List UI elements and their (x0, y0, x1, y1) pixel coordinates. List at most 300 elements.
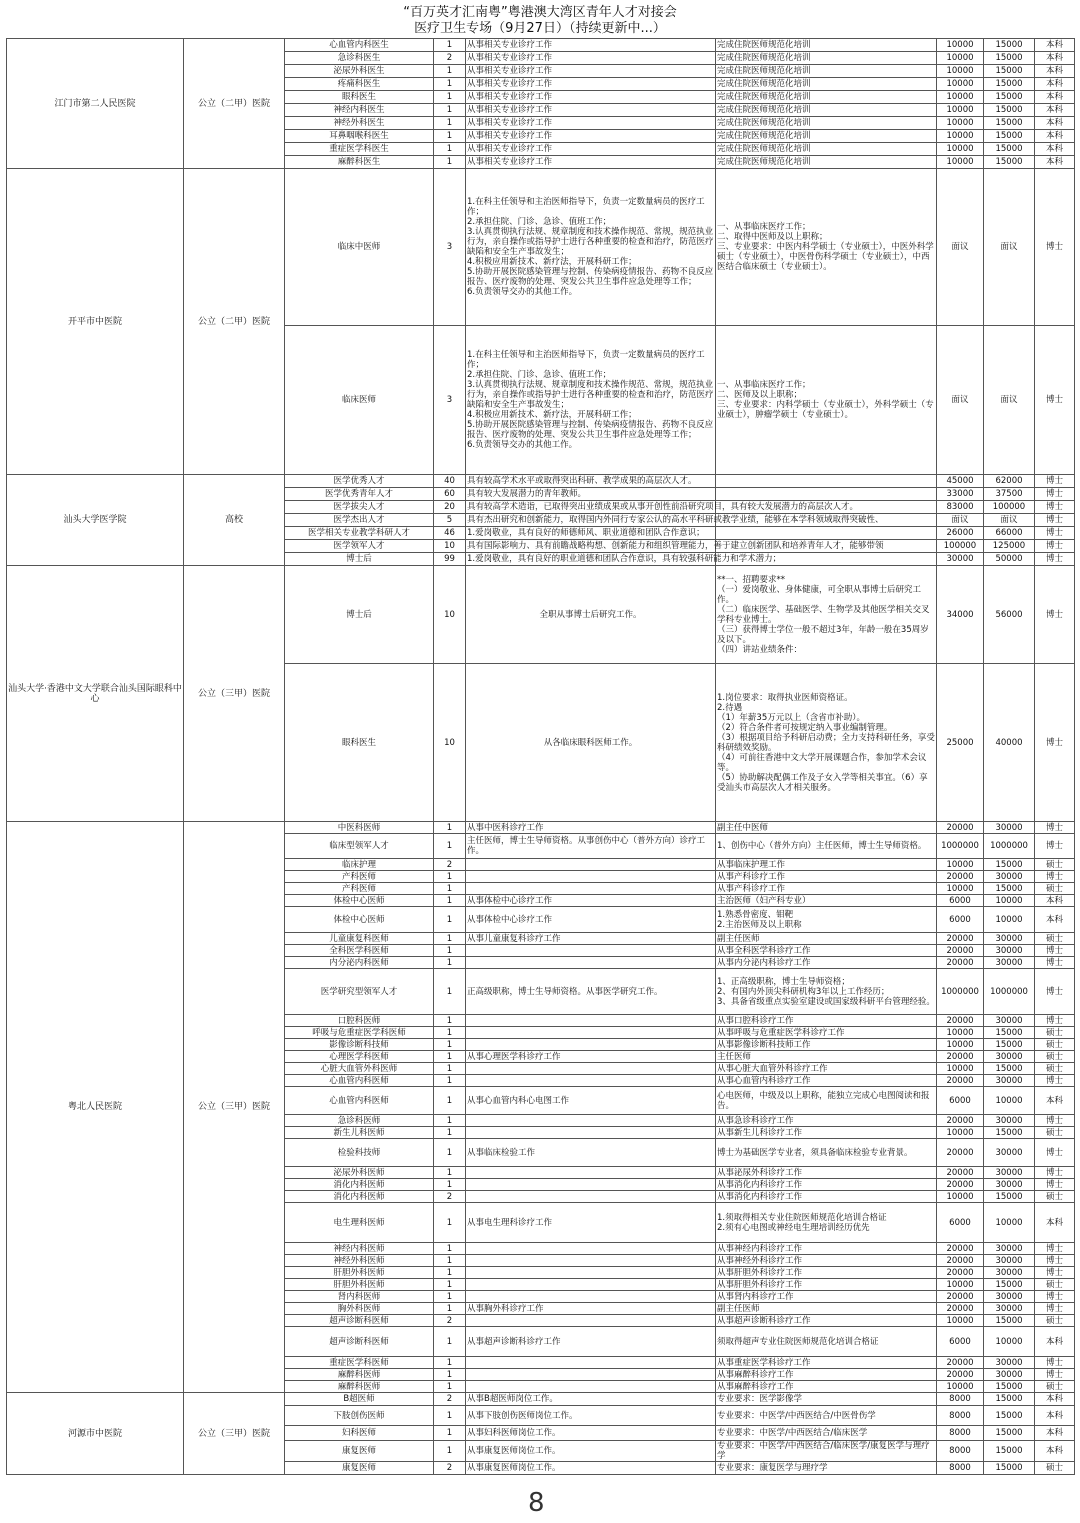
cell-edu: 博士 (1035, 1255, 1075, 1267)
cell-edu: 本科 (1035, 1203, 1075, 1243)
cell-salary-min: 20000 (937, 1075, 984, 1087)
cell-salary-max: 15000 (984, 1393, 1035, 1406)
cell-edu: 本科 (1035, 1087, 1075, 1115)
cell-salary-min: 10000 (937, 143, 984, 156)
cell-req: 从事口腔科诊疗工作 (716, 1015, 937, 1027)
cell-req: 完成住院医师规范化培训 (716, 143, 937, 156)
cell-req: 完成住院医师规范化培训 (716, 78, 937, 91)
cell-req: 从事心血管内科诊疗工作 (716, 1075, 937, 1087)
cell-salary-max: 15000 (984, 143, 1035, 156)
cell-salary-max: 10000 (984, 1203, 1035, 1243)
cell-duty (466, 1191, 716, 1203)
unit-type: 公立（二甲）医院 (184, 169, 285, 475)
cell-req: 从事急诊科诊疗工作 (716, 1115, 937, 1127)
cell-post: 检验科技师 (285, 1139, 434, 1167)
unit-type: 公立（三甲）医院 (184, 566, 285, 822)
cell-post: 体检中心医师 (285, 895, 434, 907)
cell-post: 麻醉科医师 (285, 1381, 434, 1393)
cell-salary-min: 6000 (937, 1327, 984, 1357)
cell-req: 1.熟悉骨密度、钼靶 2.主治医师及以上职称 (716, 907, 937, 933)
cell-req: 一、从事临床医疗工作； 二、取得中医师及以上职称； 三、专业要求：中医内科学硕士（专业硕士），中医外科学硕士（专业硕士），中医骨伤科学硕士（专业硕士），中西医结合临床硕士（专业硕士）。 (716, 169, 937, 326)
cell-salary-min: 1000000 (937, 969, 984, 1015)
cell-salary-max: 30000 (984, 945, 1035, 957)
cell-edu: 博士 (1035, 1243, 1075, 1255)
cell-salary-min: 10000 (937, 1315, 984, 1327)
cell-req: 1、创伤中心（普外方向）主任医师，博士生导师资格。 (716, 834, 937, 859)
cell-post: 肾内科医师 (285, 1291, 434, 1303)
cell-duty: 从事心理医学科诊疗工作 (466, 1051, 716, 1063)
cell-salary-min: 20000 (937, 957, 984, 969)
cell-salary-max: 30000 (984, 1303, 1035, 1315)
cell-edu: 博士 (1035, 169, 1075, 326)
cell-req: 主任医师 (716, 1051, 937, 1063)
cell-salary-max: 40000 (984, 664, 1035, 822)
cell-duty: 从事超声诊断科诊疗工作 (466, 1327, 716, 1357)
cell-num: 1 (434, 1441, 466, 1462)
cell-duty (466, 1279, 716, 1291)
cell-edu: 本科 (1035, 1327, 1075, 1357)
cell-salary-max: 30000 (984, 871, 1035, 883)
cell-num: 60 (434, 488, 466, 501)
cell-num: 1 (434, 1291, 466, 1303)
cell-num: 46 (434, 527, 466, 540)
cell-edu: 博士 (1035, 871, 1075, 883)
cell-num: 1 (434, 1063, 466, 1075)
cell-salary-min: 20000 (937, 822, 984, 834)
cell-req: 从事临床护理工作 (716, 859, 937, 871)
cell-num: 1 (434, 156, 466, 169)
cell-duty (466, 1063, 716, 1075)
cell-salary-max: 15000 (984, 65, 1035, 78)
cell-duty: 1.在科主任领导和主治医师指导下，负责一定数量病员的医疗工作； 2.承担住院、门诊、急诊、值班工作； 3.认真贯彻执行法规、规章制度和技术操作规范、常规，规范执业行为，亲自操作或指导护士进行各种重要的检查和治疗，防范医疗缺陷和安全生产事故发生； 4.积极应用新技术、新疗法，开展科研工作； 5.协助开展医院感染管理与控制、传染病疫情报告、药物不良反应报告、医疗废物的处理、突发公共卫生事件应急处理等工作； 6.负责领导交办的其他工作。 (466, 326, 716, 475)
cell-edu: 硕士 (1035, 1051, 1075, 1063)
cell-post: 泌尿外科医师 (285, 1167, 434, 1179)
cell-salary-min: 10000 (937, 78, 984, 91)
cell-salary-min: 20000 (937, 1179, 984, 1191)
cell-duty: 全职从事博士后研究工作。 (466, 566, 716, 664)
cell-salary-min: 10000 (937, 1027, 984, 1039)
cell-post: 医学研究型领军人才 (285, 969, 434, 1015)
cell-req: 从事全科医学科诊疗工作 (716, 945, 937, 957)
cell-duty (466, 1179, 716, 1191)
cell-salary-min: 10000 (937, 1191, 984, 1203)
cell-req: 心电医师，中级及以上职称，能独立完成心电图阅读和报告。 (716, 1087, 937, 1115)
cell-salary-max: 10000 (984, 907, 1035, 933)
doc-title: “百万英才汇南粤”粤港澳大湾区青年人才对接会 (403, 5, 677, 20)
cell-salary-min: 20000 (937, 1115, 984, 1127)
cell-salary-max: 面议 (984, 326, 1035, 475)
cell-salary-max: 30000 (984, 822, 1035, 834)
cell-edu: 博士 (1035, 514, 1075, 527)
cell-req: 完成住院医师规范化培训 (716, 156, 937, 169)
cell-duty (466, 1127, 716, 1139)
table-row (7, 566, 1075, 664)
cell-req: 副主任医师 (716, 1303, 937, 1315)
cell-edu: 博士 (1035, 488, 1075, 501)
cell-edu: 硕士 (1035, 1279, 1075, 1291)
cell-edu: 硕士 (1035, 859, 1075, 871)
page-number-mark: 8 (528, 1488, 545, 1518)
cell-salary-min: 10000 (937, 156, 984, 169)
cell-req: 从事心脏大血管外科诊疗工作 (716, 1063, 937, 1075)
cell-duty: 从事B超医师岗位工作。 (466, 1393, 716, 1406)
cell-edu: 博士 (1035, 1267, 1075, 1279)
cell-salary-max: 30000 (984, 1291, 1035, 1303)
cell-edu: 硕士 (1035, 1127, 1075, 1139)
cell-post: 内分泌内科医师 (285, 957, 434, 969)
cell-req: 专业要求：中医学/中西医结合/临床医学 (716, 1426, 937, 1441)
cell-edu: 硕士 (1035, 1063, 1075, 1075)
cell-salary-min: 30000 (937, 553, 984, 566)
cell-req: 完成住院医师规范化培训 (716, 104, 937, 117)
cell-duty: 从事相关专业诊疗工作 (466, 65, 716, 78)
cell-salary-max: 30000 (984, 1115, 1035, 1127)
cell-duty (466, 1015, 716, 1027)
cell-num: 1 (434, 1203, 466, 1243)
cell-salary-min: 8000 (937, 1406, 984, 1426)
cell-req: 1.须取得相关专业住院医师规范化培训合格证 2.须有心电图或神经电生理培训经历优先 (716, 1203, 937, 1243)
cell-num: 1 (434, 65, 466, 78)
cell-req: 专业要求：中医学/中西医结合/中医骨伤学 (716, 1406, 937, 1426)
cell-edu: 博士 (1035, 1167, 1075, 1179)
doc-subtitle: 医疗卫生专场（9月27日）（持续更新中...） (414, 21, 666, 36)
cell-post: 全科医学科医师 (285, 945, 434, 957)
cell-num: 10 (434, 664, 466, 822)
cell-edu: 本科 (1035, 130, 1075, 143)
cell-duty: 从事中医科诊疗工作 (466, 822, 716, 834)
cell-num: 1 (434, 1039, 466, 1051)
cell-salary-min: 100000 (937, 540, 984, 553)
cell-salary-max: 15000 (984, 1127, 1035, 1139)
cell-post: 眼科医生 (285, 664, 434, 822)
cell-salary-max: 15000 (984, 1462, 1035, 1475)
cell-num: 1 (434, 1167, 466, 1179)
cell-edu: 博士 (1035, 1015, 1075, 1027)
unit-name: 开平市中医院 (7, 169, 184, 475)
cell-duty: 正高级职称，博士生导师资格。从事医学研究工作。 (466, 969, 716, 1015)
cell-salary-min: 6000 (937, 907, 984, 933)
cell-salary-min: 45000 (937, 475, 984, 488)
cell-post: 医学拔尖人才 (285, 501, 434, 514)
cell-edu: 博士 (1035, 957, 1075, 969)
cell-req (716, 527, 937, 540)
cell-edu: 博士 (1035, 1369, 1075, 1381)
cell-post: 新生儿科医师 (285, 1127, 434, 1139)
cell-num: 1 (434, 1406, 466, 1426)
cell-salary-min: 面议 (937, 514, 984, 527)
cell-salary-min: 20000 (937, 1015, 984, 1027)
cell-post: 胸外科医师 (285, 1303, 434, 1315)
cell-salary-min: 10000 (937, 52, 984, 65)
cell-req: 专业要求：医学影像学 (716, 1393, 937, 1406)
cell-salary-min: 20000 (937, 1267, 984, 1279)
cell-salary-max: 15000 (984, 130, 1035, 143)
cell-req: 从事麻醉科诊疗工作 (716, 1369, 937, 1381)
cell-duty (466, 859, 716, 871)
cell-duty (466, 1357, 716, 1369)
table-row (7, 822, 1075, 834)
cell-edu: 本科 (1035, 895, 1075, 907)
cell-salary-max: 50000 (984, 553, 1035, 566)
unit-name: 汕头大学医学院 (7, 475, 184, 566)
cell-edu: 博士 (1035, 566, 1075, 664)
cell-post: 临床中医师 (285, 169, 434, 326)
cell-salary-max: 15000 (984, 1381, 1035, 1393)
cell-salary-min: 10000 (937, 104, 984, 117)
table-row (7, 1393, 1075, 1406)
unit-type: 公立（二甲）医院 (184, 39, 285, 169)
cell-duty: 从事康复医师岗位工作。 (466, 1441, 716, 1462)
cell-salary-max: 30000 (984, 1357, 1035, 1369)
cell-salary-min: 10000 (937, 1279, 984, 1291)
cell-edu: 博士 (1035, 822, 1075, 834)
cell-salary-max: 15000 (984, 91, 1035, 104)
cell-duty: 从事下肢创伤医师岗位工作。 (466, 1406, 716, 1426)
cell-duty: 从事康复医师岗位工作。 (466, 1462, 716, 1475)
cell-post: 心脏大血管外科医师 (285, 1063, 434, 1075)
cell-req: 从事消化内科诊疗工作 (716, 1179, 937, 1191)
cell-post: 肝胆外科医师 (285, 1279, 434, 1291)
cell-salary-max: 37500 (984, 488, 1035, 501)
cell-salary-min: 6000 (937, 1203, 984, 1243)
cell-salary-max: 1000000 (984, 969, 1035, 1015)
cell-salary-max: 30000 (984, 1051, 1035, 1063)
cell-edu: 博士 (1035, 1179, 1075, 1191)
cell-post: 呼吸与危重症医学科医师 (285, 1027, 434, 1039)
cell-num: 1 (434, 945, 466, 957)
cell-duty: 1.在科主任领导和主治医师指导下，负责一定数量病员的医疗工作； 2.承担住院、门诊、急诊、值班工作； 3.认真贯彻执行法规、规章制度和技术操作规范、常规，规范执业行为，亲自操作或指导护士进行各种重要的检查和治疗，防范医疗缺陷和安全生产事故发生； 4.积极应用新技术、新疗法，开展科研工作； 5.协助开展医院感染管理与控制、传染病疫情报告、药物不良反应报告、医疗废物的处理、突发公共卫生事件应急处理等工作； 6.负责领导交办的其他工作。 (466, 169, 716, 326)
cell-post: 口腔科医师 (285, 1015, 434, 1027)
cell-salary-min: 33000 (937, 488, 984, 501)
cell-salary-min: 1000000 (937, 834, 984, 859)
cell-post: 神经外科医生 (285, 117, 434, 130)
cell-num: 2 (434, 1393, 466, 1406)
cell-req (716, 475, 937, 488)
cell-post: 重症医学科医生 (285, 143, 434, 156)
cell-num: 1 (434, 1015, 466, 1027)
cell-post: 麻醉科医师 (285, 1369, 434, 1381)
cell-req: 博士为基础医学专业者，须具备临床检验专业背景。 (716, 1139, 937, 1167)
cell-salary-max: 30000 (984, 1167, 1035, 1179)
cell-num: 40 (434, 475, 466, 488)
cell-edu: 本科 (1035, 1441, 1075, 1462)
cell-salary-max: 30000 (984, 1179, 1035, 1191)
cell-req: 从事超声诊断科诊疗工作 (716, 1315, 937, 1327)
cell-req: 从事内分泌内科诊疗工作 (716, 957, 937, 969)
cell-edu: 博士 (1035, 664, 1075, 822)
cell-req: 从事神经内科诊疗工作 (716, 1243, 937, 1255)
cell-edu: 博士 (1035, 834, 1075, 859)
cell-salary-max: 15000 (984, 39, 1035, 52)
cell-edu: 博士 (1035, 945, 1075, 957)
cell-post: 医学领军人才 (285, 540, 434, 553)
cell-num: 1 (434, 822, 466, 834)
cell-num: 2 (434, 1315, 466, 1327)
cell-salary-max: 10000 (984, 1327, 1035, 1357)
cell-salary-max: 面议 (984, 514, 1035, 527)
cell-edu: 硕士 (1035, 1039, 1075, 1051)
cell-num: 20 (434, 501, 466, 514)
table-row (7, 39, 1075, 52)
cell-req: 从事肝胆外科诊疗工作 (716, 1279, 937, 1291)
cell-num: 1 (434, 907, 466, 933)
cell-salary-max: 30000 (984, 957, 1035, 969)
cell-salary-max: 15000 (984, 859, 1035, 871)
cell-duty (466, 1027, 716, 1039)
cell-duty: 具有杰出研究和创新能力，取得国内外同行专家公认的高水平科研或教学业绩，能够在本学科领域取得突破性、 (467, 515, 884, 525)
cell-num: 1 (434, 969, 466, 1015)
cell-req: 从事新生儿科诊疗工作 (716, 1127, 937, 1139)
cell-num: 1 (434, 117, 466, 130)
cell-duty: 具有较高学术水平或取得突出科研、教学成果的高层次人才。 (466, 475, 716, 488)
cell-duty (466, 871, 716, 883)
cell-post: 下肢创伤医师 (285, 1406, 434, 1426)
cell-salary-min: 20000 (937, 933, 984, 945)
cell-post: 康复医师 (285, 1462, 434, 1475)
cell-num: 2 (434, 1191, 466, 1203)
cell-edu: 博士 (1035, 1291, 1075, 1303)
cell-salary-max: 30000 (984, 1243, 1035, 1255)
cell-salary-max: 15000 (984, 117, 1035, 130)
cell-req: **一、招聘要求** （一）爱岗敬业、身体健康，可全职从事博士后研究工作。 （二）临床医学、基础医学、生物学及其他医学相关交叉学科专业博士。 （三）获得博士学位一般不超过3年，年龄一般在35周岁及以下。 （四）讲站业绩条件： (716, 566, 937, 664)
cell-edu: 本科 (1035, 78, 1075, 91)
cell-edu: 硕士 (1035, 1315, 1075, 1327)
cell-salary-max: 15000 (984, 1426, 1035, 1441)
cell-duty: 从事电生理科诊疗工作 (466, 1203, 716, 1243)
cell-num: 1 (434, 871, 466, 883)
cell-salary-min: 20000 (937, 1369, 984, 1381)
cell-edu: 博士 (1035, 969, 1075, 1015)
cell-duty: 从事儿童康复科诊疗工作 (466, 933, 716, 945)
cell-num: 1 (434, 1075, 466, 1087)
cell-salary-max: 10000 (984, 895, 1035, 907)
cell-num: 99 (434, 553, 466, 566)
cell-post: 体检中心医师 (285, 907, 434, 933)
cell-num: 1 (434, 1381, 466, 1393)
cell-num: 1 (434, 1179, 466, 1191)
cell-duty: 具有国际影响力、具有前瞻战略构想、创新能力和组织管理能力，善于建立创新团队和培养青年人才，能够带领 (467, 541, 884, 551)
cell-salary-max: 15000 (984, 104, 1035, 117)
cell-num: 1 (434, 933, 466, 945)
cell-duty: 从各临床眼科医师工作。 (466, 664, 716, 822)
cell-num: 1 (434, 104, 466, 117)
cell-post: 博士后 (285, 553, 434, 566)
cell-salary-max: 30000 (984, 1255, 1035, 1267)
cell-num: 1 (434, 1267, 466, 1279)
cell-post: 神经内科医生 (285, 104, 434, 117)
cell-salary-min: 8000 (937, 1462, 984, 1475)
cell-salary-max: 15000 (984, 1279, 1035, 1291)
cell-salary-min: 8000 (937, 1393, 984, 1406)
cell-edu: 硕士 (1035, 1191, 1075, 1203)
cell-post: 影像诊断科技师 (285, 1039, 434, 1051)
cell-post: 消化内科医师 (285, 1179, 434, 1191)
cell-edu: 本科 (1035, 1393, 1075, 1406)
cell-post: 消化内科医师 (285, 1191, 434, 1203)
cell-req: 从事肾内科诊疗工作 (716, 1291, 937, 1303)
cell-salary-min: 10000 (937, 1063, 984, 1075)
cell-edu: 博士 (1035, 527, 1075, 540)
cell-post: 麻醉科医生 (285, 156, 434, 169)
cell-post: 眼科医生 (285, 91, 434, 104)
unit-name: 江门市第二人民医院 (7, 39, 184, 169)
cell-salary-max: 面议 (984, 169, 1035, 326)
unit-type: 公立（三甲）医院 (184, 1393, 285, 1475)
cell-duty: 从事相关专业诊疗工作 (466, 78, 716, 91)
cell-post: 中医科医师 (285, 822, 434, 834)
cell-salary-max: 15000 (984, 1191, 1035, 1203)
cell-num: 1 (434, 883, 466, 895)
cell-req: 完成住院医师规范化培训 (716, 130, 937, 143)
cell-req: 1、正高级职称，博士生导师资格； 2、有国内外顶尖科研机构3年以上工作经历； 3、具备省级重点实验室建设或国家级科研平台管理经验。 (716, 969, 937, 1015)
unit-type: 高校 (184, 475, 285, 566)
cell-salary-min: 10000 (937, 1039, 984, 1051)
cell-edu: 博士 (1035, 326, 1075, 475)
cell-post: 临床型领军人才 (285, 834, 434, 859)
cell-req: 完成住院医师规范化培训 (716, 39, 937, 52)
cell-num: 5 (434, 514, 466, 527)
cell-num: 10 (434, 566, 466, 664)
cell-salary-max: 1000000 (984, 834, 1035, 859)
cell-num: 10 (434, 540, 466, 553)
cell-edu: 硕士 (1035, 1027, 1075, 1039)
cell-edu: 博士 (1035, 475, 1075, 488)
cell-post: 临床护理 (285, 859, 434, 871)
cell-salary-max: 30000 (984, 933, 1035, 945)
cell-salary-min: 20000 (937, 1167, 984, 1179)
cell-duty: 1.爱岗敬业，具有良好的职业道德和团队合作意识，具有较强科研能力和学术潜力； (467, 554, 782, 564)
cell-edu: 本科 (1035, 907, 1075, 933)
cell-edu: 本科 (1035, 143, 1075, 156)
cell-req: 完成住院医师规范化培训 (716, 52, 937, 65)
cell-post: 博士后 (285, 566, 434, 664)
cell-post: 医学优秀人才 (285, 475, 434, 488)
cell-duty: 从事相关专业诊疗工作 (466, 91, 716, 104)
cell-salary-min: 20000 (937, 871, 984, 883)
cell-edu: 博士 (1035, 1139, 1075, 1167)
cell-req: 完成住院医师规范化培训 (716, 91, 937, 104)
cell-duty: 从事相关专业诊疗工作 (466, 39, 716, 52)
cell-salary-max: 15000 (984, 1441, 1035, 1462)
cell-salary-min: 10000 (937, 91, 984, 104)
cell-duty (466, 1315, 716, 1327)
cell-duty (466, 945, 716, 957)
cell-edu: 硕士 (1035, 883, 1075, 895)
cell-post: 儿童康复科医师 (285, 933, 434, 945)
cell-edu: 本科 (1035, 1406, 1075, 1426)
cell-salary-min: 20000 (937, 1291, 984, 1303)
cell-duty (466, 1075, 716, 1087)
cell-salary-max: 15000 (984, 883, 1035, 895)
cell-edu: 本科 (1035, 156, 1075, 169)
cell-salary-max: 30000 (984, 1267, 1035, 1279)
cell-edu: 本科 (1035, 104, 1075, 117)
cell-duty (466, 1115, 716, 1127)
cell-req: 专业要求：康复医学与理疗学 (716, 1462, 937, 1475)
cell-salary-min: 20000 (937, 1255, 984, 1267)
cell-req: 从事神经外科诊疗工作 (716, 1255, 937, 1267)
cell-post: 神经外科医师 (285, 1255, 434, 1267)
cell-req: 从事重症医学科诊疗工作 (716, 1357, 937, 1369)
cell-duty: 从事相关专业诊疗工作 (466, 143, 716, 156)
cell-salary-min: 10000 (937, 117, 984, 130)
cell-salary-min: 8000 (937, 1441, 984, 1462)
cell-duty: 从事相关专业诊疗工作 (466, 130, 716, 143)
cell-req: 主治医师（妇产科专业） (716, 895, 937, 907)
cell-edu: 硕士 (1035, 1462, 1075, 1475)
cell-salary-max: 125000 (984, 540, 1035, 553)
cell-post: 重症医学科医师 (285, 1357, 434, 1369)
